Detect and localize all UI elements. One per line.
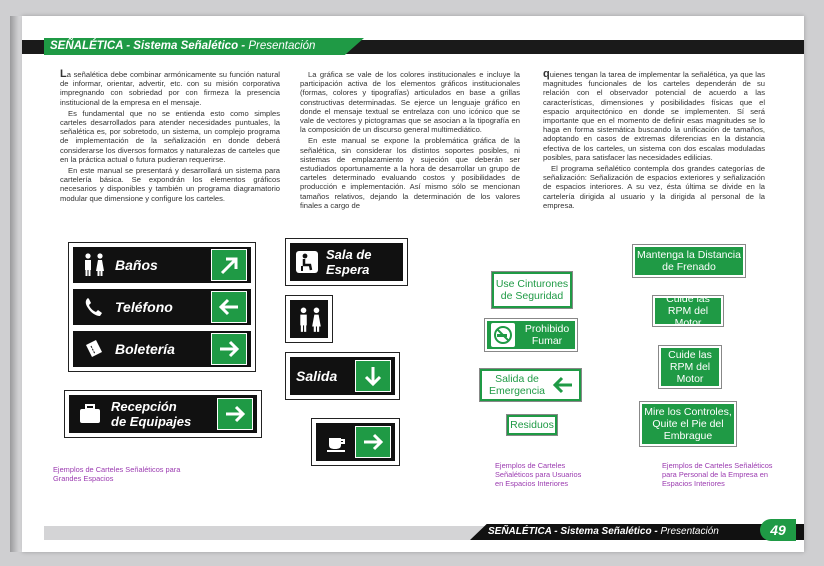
page-spine (10, 16, 22, 552)
caption-grandes-espacios: Ejemplos de Carteles Señaléticos para Grandes Espacios (53, 465, 181, 483)
sign-restroom-panel (290, 300, 328, 338)
arrow-left-icon (550, 373, 576, 397)
sign-label-prohibido: Prohibido Fumar (524, 323, 570, 347)
arrow-up-right-icon (211, 249, 247, 281)
sign-rpm-1: Cuide las RPM del Motor (653, 296, 723, 326)
footer-grey-band (44, 526, 544, 540)
arrow-down-icon (355, 360, 391, 392)
paragraph: En este manual se presentará y desarrollará un sistema para cartelería básica. Se expondrán los elementos gráficos necesarios y disponibles y también un programa diagramatorio modular que dimensione y configure los carteles. (60, 166, 280, 203)
footer-title-light: Presentación (660, 526, 719, 537)
sign-prohibido-fumar (485, 319, 577, 351)
sign-rpm-2: Cuide las RPM del Motor (659, 346, 721, 388)
caption-personal: Ejemplos de Carteles Señaléticos para Personal de la Empresa en Espacios Interiores (662, 461, 773, 488)
no-smoking-icon (491, 323, 515, 347)
paragraph: Es fundamental que no se entienda esto como simples carteles desarrollados para atender necesidades puntuales, la señalética es, por sobretodo, un sistema, un complejo programa de implementación de la señalización en donde deberá considerarse los diversos formatos y naturalezas de carteles que en la práctica actual o futura pudieran requerirse. (60, 108, 280, 164)
sign-sala-espera (285, 238, 408, 286)
sign-cafeteria (311, 418, 400, 466)
header-title-bold: SEÑALÉTICA - Sistema Señalético - (50, 40, 249, 52)
sign-row-recepcion (69, 395, 257, 433)
page-header-title (50, 40, 315, 52)
sign-cinturones: Use Cinturones de Seguridad (492, 272, 572, 308)
arrow-right-icon (355, 426, 391, 458)
restroom-icon (81, 252, 107, 278)
page-number: 49 (760, 519, 796, 541)
sign-row-sala (290, 243, 403, 281)
ticket-icon (81, 336, 107, 362)
sign-label-recepcion-line1: Recepción (111, 399, 177, 414)
sign-label-telefono: Teléfono (115, 299, 173, 315)
sign-distancia-frenado: Mantenga la Distancia de Frenado (633, 245, 745, 277)
coffee-icon (324, 429, 350, 455)
paragraph: quienes tengan la tarea de implementar la señalética, ya que las magnitudes funcionales de los carteles dependerán de su relación con el observador potencial de acuerdo a las características, dimensiones y posibilidades físicas que el espacio arquitectónico en donde se implementen. Sí será importante que en el momento de definir esas magnitudes se lo haga en forma sistemática buscando la unificación de tamaños, adoptando en casos de extremas diferencias en la distancia efectiva de los carteles, un sistema con dos escalas moduladas posibles, para satisfacer las necesidades edilicias. (543, 68, 765, 162)
sign-label-banos: Baños (115, 257, 158, 273)
sign-directory (68, 242, 256, 372)
header-title-light: Presentación (248, 40, 316, 52)
sign-row-boleteria (73, 331, 251, 367)
paragraph: La gráfica se vale de los colores institucionales e incluye la participación activa de los elementos gráficos institucionales (formas, colores y tipografías) articulados en base a grillas constructivas determinadas. Se ejerce un lenguaje gráfico en donde el mensaje textual se entrelaza con uno icónico que se vale de vectores y pictogramas que se asocian a la tipografía en la composición de un discurso general multimediático. (300, 70, 520, 135)
sign-row-banos (73, 247, 251, 283)
sign-label-sala (318, 247, 403, 277)
arrow-right-icon (211, 333, 247, 365)
sign-salida-emergencia (480, 369, 581, 401)
text-column-2 (300, 70, 520, 212)
sign-row-salida (290, 357, 395, 395)
restroom-icon (296, 306, 324, 339)
sign-label-emergencia: Salida de Emergencia (488, 373, 546, 397)
sign-label-salida: Salida (296, 368, 338, 384)
paragraph: El programa señalético contempla dos grandes categorías de señalización: Señalización de espacios exteriores y señalización de espacios interiores. A su vez, ésta última se divide en la cartelería dirigida al usuario y la dirigida al personal de la empresa. (543, 164, 765, 210)
footer-title-bold: SEÑALÉTICA - Sistema Señalético - (488, 526, 661, 537)
sign-row-telefono (73, 289, 251, 325)
sign-salida (285, 352, 400, 400)
paragraph: La señalética debe combinar armónicamente su función natural de informar, orientar, advertir, etc. con su misión corporativa impregnando con sobriedad por con firmeza la presencia institucional de la empresa en el mensaje. (60, 68, 280, 107)
sign-controles: Mire los Controles, Quite el Pie del Embrague (640, 402, 736, 446)
sign-recepcion-equipajes (64, 390, 262, 438)
sign-restroom-pictogram (285, 295, 333, 343)
sign-row-cafeteria (316, 423, 395, 461)
page-footer-title (488, 526, 719, 537)
waiting-room-icon (296, 251, 318, 273)
luggage-icon (77, 401, 103, 427)
page (22, 16, 804, 552)
caption-usuarios: Ejemplos de Carteles Señaléticos para Usuarios en Espacios Interiores (495, 461, 582, 488)
text-column-3 (543, 70, 765, 212)
sign-label-recepcion-line2: de Equipajes (111, 414, 192, 429)
telephone-icon (81, 294, 107, 320)
sign-label-sala-line1: Sala de (326, 247, 372, 262)
text-column-1 (60, 70, 280, 205)
arrow-right-icon (217, 398, 253, 430)
arrow-left-icon (211, 291, 247, 323)
paragraph: En este manual se expone la problemática gráfica de la señalética, sin considerar los distintos soportes posibles, ni sistemas de emplazamiento y sujeción que deberán ser estudiados oportunamente a la hora de desarrollar un grupo de carteles determinado evaluando costos y posibilidades de producción e implementación. Así mismo sólo se mencionan tamaños relativos, dejando la determinación de los valores finales a cargo de (300, 136, 520, 210)
sign-residuos: Residuos (507, 415, 557, 435)
sign-label-recepcion (103, 399, 217, 429)
sign-label-boleteria: Boletería (115, 341, 175, 357)
sign-label-sala-line2: Espera (326, 262, 370, 277)
